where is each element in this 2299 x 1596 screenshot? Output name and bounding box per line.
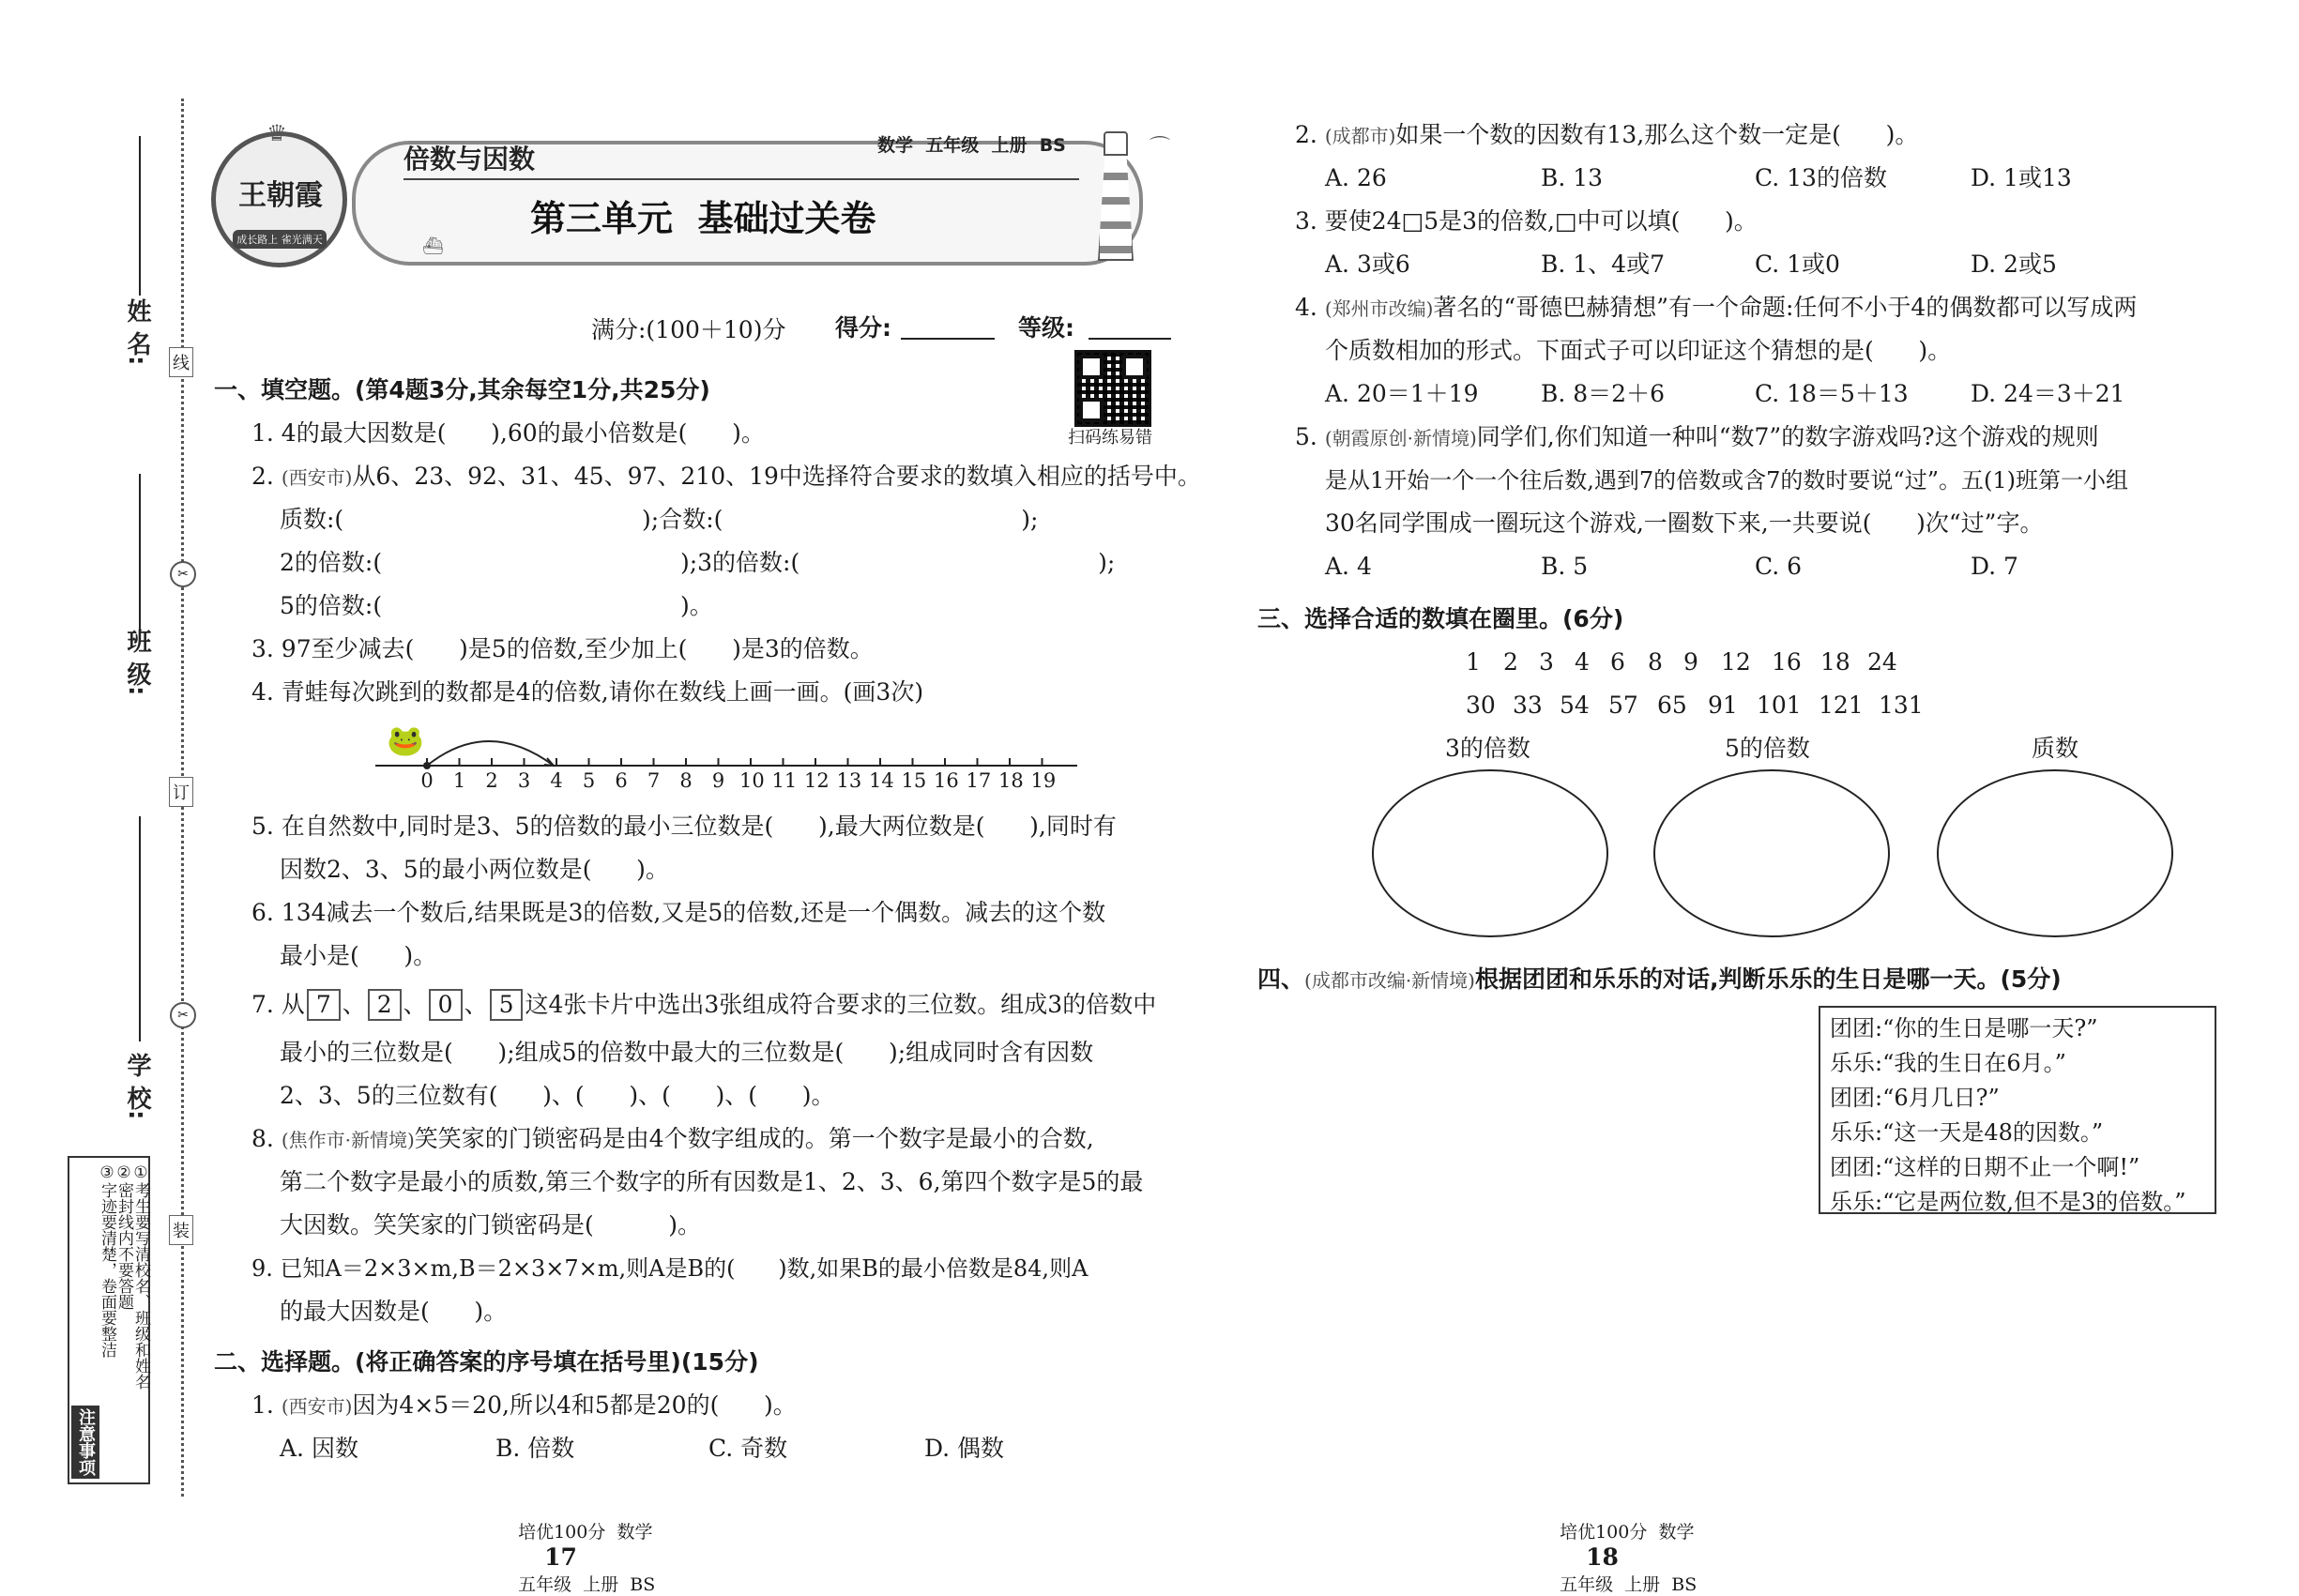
header-meta: 数学 五年级 上册 BS — [877, 135, 1066, 156]
number-line-label: 8 — [679, 769, 693, 792]
circle-label-mult3: 3的倍数 — [1445, 735, 1530, 762]
number-pool-item: 4 — [1575, 648, 1590, 676]
header-banner — [211, 120, 1192, 272]
s2q2-option-d[interactable]: D. 1或13 — [1971, 164, 2072, 191]
s2q1-option-a[interactable]: A. 因数 — [280, 1435, 358, 1462]
q8-source: (焦作市·新情境) — [281, 1129, 415, 1151]
circle-prime[interactable] — [1937, 769, 2173, 937]
brand-name: 王朝霞 — [238, 179, 323, 212]
q8-line2: 第二个数字是最小的质数,第三个数字的所有因数是1、2、3、6,第四个数字是5的最 — [280, 1168, 1144, 1195]
number-line-label: 9 — [711, 769, 725, 792]
notice-box — [68, 1156, 150, 1484]
number-line-label: 18 — [998, 769, 1024, 792]
qr-caption: 扫码练易错 — [1068, 428, 1152, 448]
circle-label-mult5: 5的倍数 — [1725, 735, 1810, 762]
dialog-box — [1819, 1006, 2216, 1214]
q7-line2: 最小的三位数是( );组成5的倍数中最大的三位数是( );组成同时含有因数 — [280, 1039, 1094, 1066]
number-pool-item: 33 — [1513, 692, 1543, 719]
number-pool-item: 9 — [1683, 648, 1698, 676]
footer-book: 培优100分 数学 — [1560, 1522, 1695, 1543]
footer-grade: 五年级 上册 BS — [1560, 1574, 1698, 1595]
q2-prime: 质数:( );合数:( ); — [280, 506, 1039, 533]
s2q5-source: (朝霞原创·新情境) — [1324, 427, 1477, 449]
s2q1-option-d[interactable]: D. 偶数 — [924, 1435, 1005, 1462]
cut-scissor-icon: ✂ — [170, 561, 196, 587]
lighthouse-icon — [1089, 131, 1140, 263]
number-pool-item: 3 — [1539, 648, 1554, 676]
s2q4-option-a[interactable]: A. 20＝1＋19 — [1325, 380, 1479, 407]
s2q5-text: 同学们,你们知道一种叫“数7”的数字游戏吗?这个游戏的规则 — [1476, 423, 2099, 450]
page-number: 18 — [1586, 1543, 1619, 1571]
number-pool-item: 6 — [1610, 648, 1625, 676]
number-line-label: 0 — [420, 769, 434, 792]
number-line-label: 5 — [582, 769, 596, 792]
number-line-label: 4 — [550, 769, 563, 792]
q7-prefix: 7. 从 — [251, 991, 305, 1018]
class-label: 班 级: — [123, 629, 151, 696]
s2q5-option-a[interactable]: A. 4 — [1325, 553, 1372, 580]
left-footer — [507, 1497, 655, 1596]
s2q1-text: 因为4×5＝20,所以4和5都是20的( )。 — [352, 1391, 797, 1419]
s2q5-option-b[interactable]: B. 5 — [1541, 553, 1589, 580]
number-line[interactable] — [375, 722, 1079, 798]
s2q2-source: (成都市) — [1324, 125, 1396, 147]
cut-scissor-icon: ✂ — [170, 1002, 196, 1028]
crown-icon: ♛ — [266, 120, 287, 146]
circle-mult3[interactable] — [1372, 769, 1608, 937]
number-pool-item: 24 — [1867, 648, 1897, 676]
score-field[interactable] — [901, 338, 995, 340]
number-line-label: 3 — [517, 769, 531, 792]
q7-line3: 2、3、5的三位数有( )、( )、( )、( )。 — [280, 1082, 835, 1109]
q2-mult5: 5的倍数:( )。 — [280, 592, 713, 619]
digit-card-5: 5 — [490, 989, 524, 1021]
s2q3-option-a[interactable]: A. 3或6 — [1325, 251, 1410, 278]
right-footer — [1548, 1497, 1697, 1596]
score-label: 得分: — [835, 314, 891, 342]
s2q5-option-d[interactable]: D. 7 — [1971, 553, 2018, 580]
s2q5-option-c[interactable]: C. 6 — [1755, 553, 1803, 580]
notice-item: ③字迹要清楚，卷面要整洁 — [98, 1163, 116, 1358]
number-pool-item: 54 — [1560, 692, 1590, 719]
number-pool-item: 18 — [1820, 648, 1850, 676]
cut-mark-ding: 订 — [169, 777, 193, 807]
s2q2-text: 如果一个数的因数有13,那么这个数一定是( )。 — [1395, 121, 1919, 148]
topic-label: 倍数与因数 — [403, 144, 536, 175]
number-line-label: 14 — [869, 769, 894, 792]
q2-mult2: 2的倍数:( );3的倍数:( ); — [280, 549, 1116, 576]
q4: 4. 青蛙每次跳到的数都是4的倍数,请你在数线上画一画。(画3次) — [251, 678, 924, 706]
s2q1: 1. (西安市)因为4×5＝20,所以4和5都是20的( )。 — [251, 1391, 797, 1419]
page-title: 第三单元 基础过关卷 — [530, 198, 876, 239]
number-pool-item: 91 — [1708, 692, 1738, 719]
number-line-label: 1 — [452, 769, 466, 792]
name-label: 姓 名: — [123, 298, 151, 366]
dialog-line: 团团:“你的生日是哪一天?” — [1830, 1015, 2098, 1041]
s2q3-option-c[interactable]: C. 1或0 — [1755, 251, 1840, 278]
number-line-label: 17 — [966, 769, 992, 792]
s2q1-source: (西安市) — [281, 1395, 353, 1418]
binding-strip — [0, 0, 188, 1595]
footer-grade: 五年级 上册 BS — [518, 1574, 656, 1595]
header-rule — [403, 178, 1079, 180]
section4-title-row — [1257, 965, 2062, 996]
q1: 1. 4的最大因数是( ),60的最小倍数是( )。 — [251, 419, 765, 447]
section4-title: 根据团团和乐乐的对话,判断乐乐的生日是哪一天。(5分) — [1474, 965, 2062, 993]
dialog-line: 乐乐:“这一天是48的因数。” — [1830, 1119, 2104, 1146]
page-number: 17 — [544, 1543, 577, 1571]
school-underline — [139, 816, 141, 1041]
full-score: 满分:(100＋10)分 — [591, 316, 786, 343]
class-underline — [139, 474, 141, 633]
digit-card-0: 0 — [429, 989, 463, 1021]
bird-icon: ⌒ — [1150, 136, 1171, 160]
circle-label-prime: 质数 — [2032, 735, 2079, 762]
q5-line1: 5. 在自然数中,同时是3、5的倍数的最小三位数是( ),最大两位数是( ),同时有 — [251, 813, 1117, 840]
s2q5-line3: 30名同学围成一圈玩这个游戏,一圈数下来,一共要说( )次“过”字。 — [1325, 509, 2044, 537]
s2q5-line1: 5. (朝霞原创·新情境)同学们,你们知道一种叫“数7”的数字游戏吗?这个游戏的规则 — [1295, 423, 2099, 450]
number-line-label: 6 — [615, 769, 628, 792]
section4-prefix: 四、 — [1257, 965, 1305, 993]
q8-line3: 大因数。笑笑家的门锁密码是( )。 — [280, 1211, 701, 1239]
q6-line2: 最小是( )。 — [280, 942, 437, 969]
number-pool-item: 1 — [1466, 648, 1481, 676]
q5-line2: 因数2、3、5的最小两位数是( )。 — [280, 856, 669, 883]
q2-text: 从6、23、92、31、45、97、210、19中选择符合要求的数填入相应的括号中。 — [352, 463, 1201, 490]
number-pool-item: 65 — [1657, 692, 1687, 719]
s2q3-option-d[interactable]: D. 2或5 — [1971, 251, 2057, 278]
digit-card-7: 7 — [307, 989, 341, 1021]
s2q5-line2: 是从1开始一个一个往后数,遇到7的倍数或含7的数时要说“过”。五(1)班第一小组 — [1325, 467, 2128, 494]
school-label: 学 校: — [123, 1053, 151, 1120]
digit-card-2: 2 — [368, 989, 402, 1021]
circle-mult5[interactable] — [1653, 769, 1890, 937]
brand-logo — [211, 120, 347, 267]
q2-source: (西安市) — [281, 466, 353, 489]
grade-label: 等级: — [1018, 314, 1074, 342]
s2q2-option-c[interactable]: C. 13的倍数 — [1755, 164, 1887, 191]
s2q3-option-b[interactable]: B. 1、4或7 — [1541, 251, 1665, 278]
dialog-line: 团团:“这样的日期不止一个啊!” — [1830, 1154, 2140, 1180]
dialog-line: 乐乐:“我的生日在6月。” — [1830, 1050, 2066, 1076]
s2q3: 3. 要使24□5是3的倍数,□中可以填( )。 — [1295, 207, 1758, 235]
dialog-line: 团团:“6月几日?” — [1830, 1085, 2000, 1111]
number-pool-item: 101 — [1757, 692, 1802, 719]
section3-title: 三、选择合适的数填在圈里。(6分) — [1257, 605, 1624, 632]
footer-book: 培优100分 数学 — [518, 1522, 653, 1543]
q9-line1: 9. 已知A＝2×3×m,B＝2×3×7×m,则A是B的( )数,如果B的最小倍数是84,则A — [251, 1255, 1089, 1282]
number-line-label: 7 — [647, 769, 661, 792]
number-pool-item: 57 — [1608, 692, 1638, 719]
section2-title: 二、选择题。(将正确答案的序号填在括号里)(15分) — [214, 1348, 759, 1376]
s2q2-option-a[interactable]: A. 26 — [1325, 164, 1387, 191]
number-line-label: 16 — [934, 769, 959, 792]
number-pool-item: 2 — [1503, 648, 1518, 676]
number-pool-item: 16 — [1772, 648, 1802, 676]
q7-text: 这4张卡片中选出3张组成符合要求的三位数。组成3的倍数中 — [525, 991, 1157, 1018]
cut-mark-zhuang: 装 — [169, 1215, 193, 1245]
s2q2: 2. (成都市)如果一个数的因数有13,那么这个数一定是( )。 — [1295, 121, 1919, 148]
ship-icon: ⛴ — [422, 236, 444, 256]
number-pool-item: 131 — [1879, 692, 1924, 719]
q3: 3. 97至少减去( )是5的倍数,至少加上( )是3的倍数。 — [251, 635, 874, 662]
number-pool-item: 8 — [1648, 648, 1663, 676]
section4-source: (成都市改编·新情境) — [1304, 969, 1475, 992]
notice-title: 注意事项 — [71, 1406, 99, 1479]
number-line-label: 19 — [1030, 769, 1057, 792]
number-line-label: 10 — [739, 769, 765, 792]
number-line-label: 2 — [485, 769, 498, 792]
s2q2-option-b[interactable]: B. 13 — [1541, 164, 1604, 191]
s2q4-option-b[interactable]: B. 8＝2＋6 — [1541, 380, 1665, 407]
s2q4-line2: 个质数相加的形式。下面式子可以印证这个猜想的是( )。 — [1325, 337, 1952, 364]
cut-mark-line: 线 — [169, 347, 193, 377]
number-pool-item: 121 — [1819, 692, 1864, 719]
section1-title: 一、填空题。(第4题3分,其余每空1分,共25分) — [214, 376, 710, 403]
number-pool-item: 12 — [1721, 648, 1751, 676]
grade-field[interactable] — [1089, 338, 1171, 340]
number-line-label: 13 — [836, 769, 862, 792]
frog-icon: 🐸 — [387, 722, 424, 758]
s2q4-option-c[interactable]: C. 18＝5＋13 — [1755, 380, 1909, 407]
dialog-line: 乐乐:“它是两位数,但不是3的倍数。” — [1830, 1189, 2186, 1215]
number-pool-item: 30 — [1466, 692, 1496, 719]
q7-line1: 7. 从 7 、 2 、 0 、 5 这4张卡片中选出3张组成符合要求的三位数。组成3的倍数中 — [251, 989, 1156, 1021]
q9-line2: 的最大因数是( )。 — [280, 1298, 508, 1325]
q6-line1: 6. 134减去一个数后,结果既是3的倍数,又是5的倍数,还是一个偶数。减去的这个数 — [251, 899, 1106, 926]
q8-text: 笑笑家的门锁密码是由4个数字组成的。第一个数字是最小的合数, — [414, 1125, 1094, 1152]
s2q4-line1: 4. (郑州市改编)著名的“哥德巴赫猜想”有一个命题:任何不小于4的偶数都可以写成两 — [1295, 294, 2138, 321]
notice-item: ②密封线内不要答题 — [114, 1163, 133, 1310]
brand-slogan: 成长路上 雀光满天 — [233, 230, 327, 249]
qr-code-icon[interactable] — [1074, 350, 1151, 427]
s2q1-option-c[interactable]: C. 奇数 — [708, 1435, 788, 1462]
s2q1-option-b[interactable]: B. 倍数 — [495, 1435, 575, 1462]
q2-row: 2. (西安市)从6、23、92、31、45、97、210、19中选择符合要求的数填入相应的括号中。 — [251, 463, 1201, 490]
number-line-label: 11 — [771, 769, 798, 792]
notice-item: ①考生要写清校名、班级和姓名 — [131, 1163, 150, 1390]
number-line-label: 15 — [901, 769, 927, 792]
q8-line1: 8. (焦作市·新情境)笑笑家的门锁密码是由4个数字组成的。第一个数字是最小的合数, — [251, 1125, 1094, 1152]
name-underline — [139, 136, 141, 296]
number-line-label: 12 — [804, 769, 830, 792]
s2q4-text: 著名的“哥德巴赫猜想”有一个命题:任何不小于4的偶数都可以写成两 — [1433, 294, 2138, 321]
s2q4-option-d[interactable]: D. 24＝3＋21 — [1971, 380, 2125, 407]
s2q4-source: (郑州市改编) — [1324, 297, 1434, 320]
